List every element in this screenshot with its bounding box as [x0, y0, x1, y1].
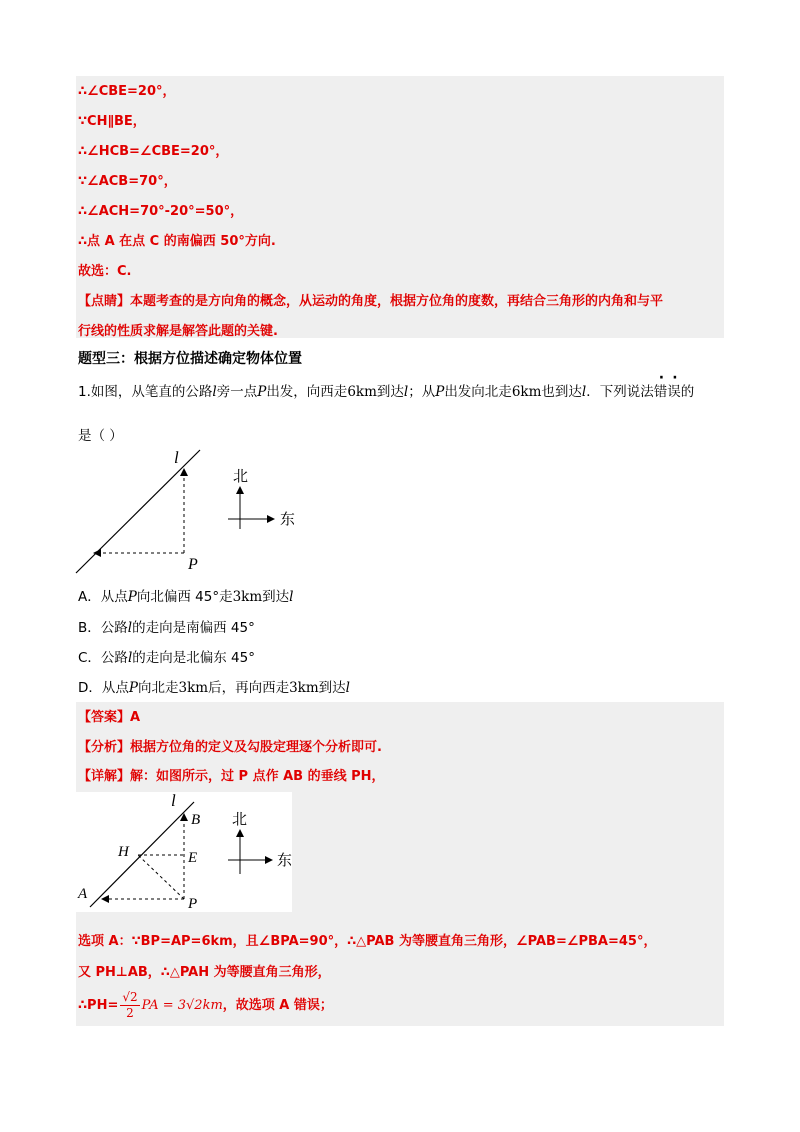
option-c: [78, 646, 255, 666]
fraction-sqrt2-over-2: [120, 990, 139, 1021]
section-title: 题型三：根据方位描述确定物体位置: [78, 351, 302, 367]
opt-text: 到达: [262, 589, 290, 605]
unit-km: km: [187, 680, 209, 696]
step-2: ∵CH∥BE，: [78, 114, 146, 129]
segment-PH: [138, 855, 184, 899]
opt-text: 向北走: [138, 680, 179, 696]
option-d: [78, 676, 350, 696]
q-text: 1.如图，从笔直的公路: [78, 384, 213, 400]
figure-road-diagram: [70, 445, 310, 575]
compass-east-label: 东: [277, 853, 292, 869]
label-E: E: [188, 850, 198, 866]
emphasis-char: 误: [667, 384, 681, 400]
ph-label: ∴PH=: [78, 998, 119, 1013]
opt-text: 的走向是北偏东 45°: [132, 650, 255, 666]
question-line-2: 是（ ）: [78, 428, 123, 444]
option-a-analysis-3: [78, 990, 333, 1021]
step-3: ∴∠HCB=∠CBE=20°，: [78, 144, 229, 159]
label-l: l: [171, 792, 176, 810]
opt-text: D．从点: [78, 680, 129, 696]
road-line: [90, 802, 194, 907]
num: 3: [178, 680, 188, 696]
num: 3: [232, 589, 242, 605]
q-text: ．下列说法: [586, 384, 654, 400]
compass-north-label: 北: [233, 469, 249, 485]
num-6: 6: [511, 384, 521, 400]
var-l: l: [581, 384, 587, 400]
option-a-analysis-1: 选项 A：∵BP=AP=6km，且∠BPA=90°，∴△PAB 为等腰直角三角形，∠PAB=∠PBA=45°，: [78, 934, 657, 949]
unit-km: km: [297, 680, 319, 696]
q-text: 的: [680, 384, 695, 400]
var-P: P: [127, 589, 137, 605]
conclusion-text: ，故选项 A 错误；: [222, 998, 333, 1013]
opt-text: 向北偏西 45°走: [136, 589, 233, 605]
num-6: 6: [347, 384, 356, 400]
var-P: P: [435, 384, 445, 400]
opt-text: C．公路: [78, 650, 128, 666]
var-l: l: [127, 620, 133, 636]
option-a-analysis-2: 又 PH⊥AB，∴△PAH 为等腰直角三角形，: [78, 965, 331, 980]
road-line: [76, 450, 200, 573]
step-4: ∵∠ACB=70°，: [78, 174, 177, 189]
analysis-line: 【分析】根据方位角的定义及勾股定理逐个分析即可.: [78, 740, 382, 755]
answer-line: 【答案】A: [78, 710, 141, 725]
frac-numerator: √2: [122, 990, 138, 1004]
opt-text: 到达: [318, 680, 346, 696]
label-P: P: [188, 896, 198, 912]
emphasis-char: 错: [653, 384, 668, 400]
dianjing-line-1: [78, 290, 663, 309]
opt-text: B．公路: [78, 620, 128, 636]
q-text: 到达: [376, 384, 404, 400]
unit-km: km: [520, 384, 542, 400]
var-P: P: [257, 384, 267, 400]
step-5: ∴∠ACH=70°-20°=50°，: [78, 204, 244, 219]
step-6: ∴点 A 在点 C 的南偏西 50°方向.: [78, 234, 276, 249]
q-text: 出发，向西走: [266, 384, 348, 400]
label-A: A: [78, 886, 88, 902]
num: 3: [289, 680, 298, 696]
ph-expression: PA = 3√2km: [141, 998, 223, 1013]
choice-conclusion: 故选：C.: [78, 264, 132, 279]
label-l: l: [174, 448, 179, 467]
dianjing-text: 本题考查的是方向角的概念，从运动的角度，根据方位角的度数，再结合三角形的内角和与平: [130, 294, 664, 309]
var-l: l: [212, 384, 217, 400]
opt-text: 后，再向西走: [208, 680, 290, 696]
dianjing-tag: 【点睛】: [78, 294, 131, 309]
var-P: P: [128, 680, 138, 696]
compass-east-label: 东: [280, 512, 296, 528]
q-text: 出发向北走: [444, 384, 512, 400]
q-text: ；从: [408, 384, 436, 400]
label-P: P: [188, 556, 198, 573]
unit-km: km: [355, 384, 377, 400]
compass-north-label: 北: [232, 812, 248, 828]
unit-km: km: [241, 589, 263, 605]
step-1: ∴∠CBE=20°，: [78, 84, 176, 99]
option-b: [78, 616, 255, 636]
var-l: l: [345, 680, 350, 696]
option-a: [78, 585, 293, 605]
frac-denominator: 2: [126, 1006, 134, 1020]
opt-text: A．从点: [78, 589, 128, 605]
dianjing-line-2: 行线的性质求解是解答此题的关键.: [78, 324, 278, 339]
q-text: 旁一点: [216, 384, 258, 400]
var-l: l: [403, 384, 409, 400]
label-B: B: [191, 812, 201, 828]
opt-text: 的走向是南偏西 45°: [132, 620, 255, 636]
label-H: H: [118, 844, 129, 860]
q-text: 也到达: [541, 384, 582, 400]
detail-line: 【详解】解：如图所示，过 P 点作 AB 的垂线 PH，: [78, 769, 385, 784]
question-line-1: [78, 380, 694, 400]
var-l: l: [127, 650, 133, 666]
var-l: l: [289, 589, 294, 605]
figure-solution-diagram: [76, 792, 292, 912]
